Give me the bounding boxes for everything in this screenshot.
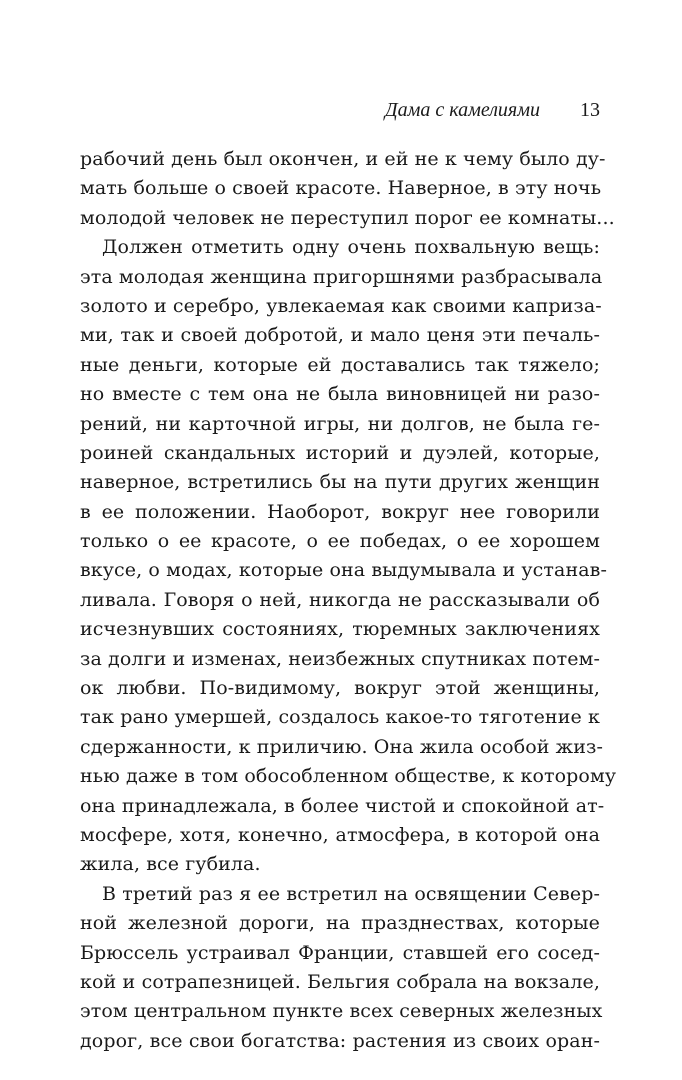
text-line: наверное, встретились бы на пути других женщин (80, 471, 600, 494)
text-line: эта молодая женщина пригоршнями разбрасывала (80, 265, 603, 288)
text-line: В третий раз я ее встретил на освящении Север- (102, 882, 600, 905)
running-title: Дама с камелиями (384, 99, 540, 121)
text-line: ные деньги, которые ей доставались так тяжело; (80, 353, 600, 376)
text-line: так рано умершей, создалось какое-то тяготение к (80, 706, 600, 729)
text-line: нью даже в том обособленном обществе, к которому (80, 765, 617, 788)
text-line: только о ее красоте, о ее победах, о ее хорошем (80, 530, 600, 553)
text-line: ми, так и своей добротой, и мало ценя эти печаль- (80, 324, 600, 347)
text-line: молодой человек не переступил порог ее комнаты... (80, 206, 615, 229)
text-line: за долги и изменах, неизбежных спутниках потем- (80, 647, 600, 670)
text-line: сдержанности, к приличию. Она жила особой жиз- (80, 735, 604, 758)
text-line: мосфере, хотя, конечно, атмосфера, в которой она (80, 823, 600, 846)
text-line: мать больше о своей красоте. Наверное, в эту ночь (80, 177, 602, 200)
text-line: ок любви. По-видимому, вокруг этой женщины, (80, 677, 600, 700)
running-head (80, 96, 600, 124)
text-line: ливала. Говоря о ней, никогда не рассказывали об (80, 588, 600, 611)
text-line: Брюссель устраивал Франции, ставшей его сосед- (80, 941, 600, 964)
text-line: рений, ни карточной игры, ни долгов, не была ге- (80, 412, 600, 435)
text-line: рабочий день был окончен, и ей не к чему было ду- (80, 148, 606, 170)
text-line: исчезнувших состояниях, тюремных заключениях (80, 618, 600, 641)
body-text (80, 145, 617, 1056)
text-line: жила, все губила. (80, 853, 261, 876)
text-line: в ее положении. Наоборот, вокруг нее говорили (80, 500, 600, 523)
text-line: золото и серебро, увлекаемая как своими каприза- (80, 294, 602, 317)
text-line: она принадлежала, в более чистой и спокойной ат- (80, 794, 605, 817)
text-line: дорог, все свои богатства: растения из своих оран- (80, 1029, 600, 1052)
text-line: ной железной дороги, на празднествах, которые (80, 912, 600, 935)
page-number: 13 (580, 99, 600, 121)
text-line: Должен отметить одну очень похвальную вещь: (102, 236, 600, 259)
text-line: этом центральном пункте всех северных железных (80, 1000, 603, 1023)
text-line: кой и сотрапезницей. Бельгия собрала на вокзале, (80, 970, 600, 993)
text-line: но вместе с тем она не была виновницей ни разо- (80, 383, 600, 406)
text-line: вкусе, о модах, которые она выдумывала и устанав- (80, 559, 607, 582)
text-line: роиней скандальных историй и дуэлей, которые, (80, 441, 600, 464)
